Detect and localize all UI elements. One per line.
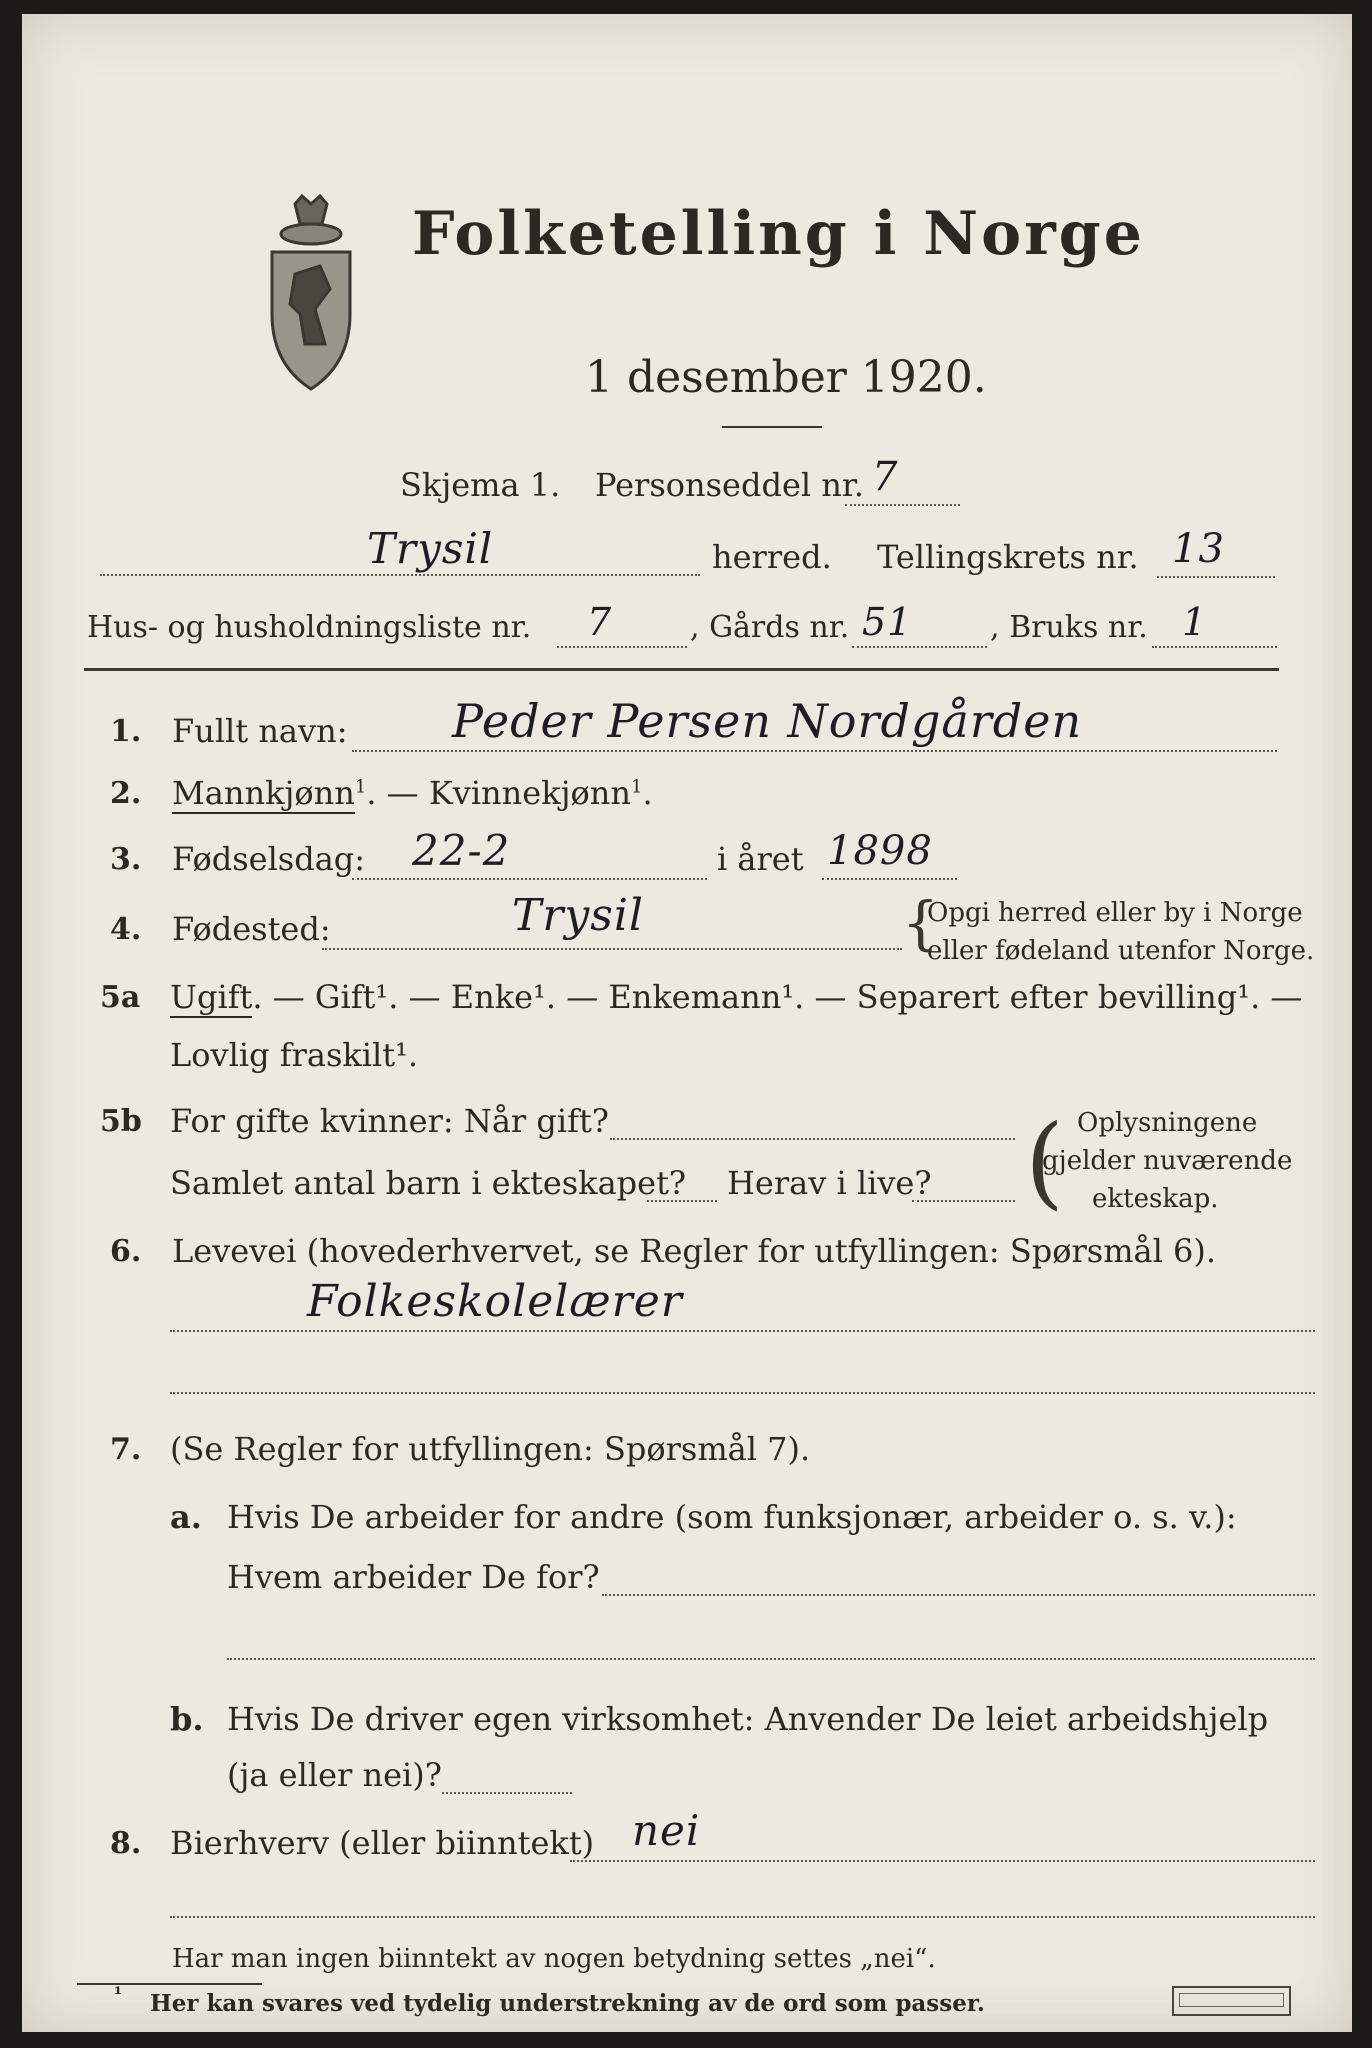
q4-note-line1: Opgi herred eller by i Norge [927,898,1303,928]
herred-field-line [100,574,700,576]
personseddel-field-line [845,504,960,506]
birthplace-value[interactable]: Trysil [512,890,644,941]
alive-field-line [912,1200,1015,1202]
q5b-children-label: Samlet antal barn i ekteskapet? [170,1164,687,1202]
q6-label: Levevei (hovederhvervet, se Regler for utfyllingen: Spørsmål 6). [172,1232,1217,1270]
birth-year-value[interactable]: 1898 [827,828,933,874]
skjema-label: Skjema 1. [400,466,561,504]
footnote-separator [77,1983,262,1985]
q5b-line1: For gifte kvinner: Når gift? [170,1102,609,1140]
q5a-marital-options: Ugift. — Gift¹. — Enke¹. — Enkemann¹. — Separert efter bevilling¹. — [170,978,1303,1016]
bruks-value[interactable]: 1 [1182,600,1208,644]
tellingskrets-value[interactable]: 13 [1172,526,1225,572]
q5b-note1: Oplysningene [1077,1108,1258,1138]
gards-label: , Gårds nr. [690,610,850,645]
ugift-option-underlined[interactable]: Ugift [170,978,253,1016]
census-form-sheet [22,14,1352,2032]
q3-label: Fødselsdag: [172,840,366,878]
occupation-field-line-2 [170,1392,1315,1394]
q8-number: 8. [110,1826,142,1861]
side-income-field-line-2 [170,1916,1315,1918]
year-field-line [822,878,957,880]
q5a-line2: Lovlig fraskilt¹. [170,1036,419,1074]
q7b-line2: (ja eller nei)? [227,1756,442,1794]
herred-label: herred. [712,538,832,576]
gards-value[interactable]: 51 [862,600,913,644]
q4-number: 4. [110,912,142,947]
bruks-field-line [1152,646,1277,648]
footnote-mark: ¹ [114,1984,122,2005]
footnote-text: Her kan svares ved tydelig understrekning av de ord som passer. [150,1990,985,2017]
occupation-value[interactable]: Folkeskolelærer [307,1276,683,1327]
herred-value[interactable]: Trysil [367,524,494,573]
q3-number: 3. [110,842,142,877]
employer-field-line-2 [227,1658,1315,1660]
footer-note: Har man ingen biinntekt av nogen betydning settes „nei“. [172,1944,936,1974]
full-name-value[interactable]: Peder Persen Nordgården [452,694,1083,748]
q3-field-line [352,878,707,880]
q5b-note-brace: ( [1025,1103,1065,1220]
tellingskrets-label: Tellingskrets nr. [877,538,1139,576]
year-label: i året [717,840,804,878]
hired-help-field-line [442,1792,572,1794]
q8-label: Bierhverv (eller biinntekt) [170,1824,595,1862]
norwegian-coat-of-arms-icon [260,194,362,394]
q7-label: (Se Regler for utfyllingen: Spørsmål 7). [170,1430,811,1468]
side-income-field-line-1 [570,1860,1315,1862]
hus-field-line [557,646,687,648]
q1-number: 1. [110,714,142,749]
title-divider [722,426,822,428]
q7a-line2: Hvem arbeider De for? [227,1558,600,1596]
q5b-alive-label: Herav i live? [727,1164,932,1202]
bruks-label: , Bruks nr. [990,610,1148,645]
occupation-field-line-1 [170,1330,1315,1332]
tellingskrets-field-line [1157,576,1275,578]
q5b-note2: gjelder nuværende [1042,1146,1293,1176]
q7b-letter: b. [170,1700,204,1738]
q1-field-line [352,750,1277,752]
side-income-value[interactable]: nei [632,1806,701,1855]
printer-stamp [1172,1986,1291,2016]
q5b-note3: ekteskap. [1092,1184,1219,1214]
children-field-line [647,1200,717,1202]
q7b-line1: Hvis De driver egen virksomhet: Anvender De leiet arbeidshjelp [227,1700,1269,1738]
q4-field-line [322,948,902,950]
personseddel-label: Personseddel nr. [595,466,864,504]
q7-number: 7. [110,1432,142,1467]
q5b-number: 5b [100,1104,142,1139]
personseddel-value[interactable]: 7 [872,454,899,500]
q4-note-line2: eller fødeland utenfor Norge. [927,936,1315,966]
q7a-letter: a. [170,1498,202,1536]
q4-note-brace: { [902,889,939,957]
married-when-field-line [610,1138,1015,1140]
mannkjonn-option-underlined[interactable]: Mannkjønn [172,774,355,812]
q2-number: 2. [110,776,142,811]
gards-field-line [852,646,987,648]
page-title: Folketelling i Norge [412,199,1145,269]
q1-label: Fullt navn: [172,712,348,750]
hus-label: Hus- og husholdningsliste nr. [87,610,532,645]
hus-value[interactable]: 7 [587,600,613,644]
q4-label: Fødested: [172,910,331,948]
employer-field-line-1 [602,1594,1315,1596]
q6-number: 6. [110,1234,142,1269]
header-separator [84,668,1279,671]
census-date: 1 desember 1920. [585,352,987,403]
q2-gender-options: Mannkjønn$^1$. — Kvinnekjønn$^1$. [172,774,653,812]
q7a-line1: Hvis De arbeider for andre (som funksjonær, arbeider o. s. v.): [227,1498,1237,1536]
birthdate-value[interactable]: 22-2 [412,826,511,875]
q5a-number: 5a [100,980,141,1015]
